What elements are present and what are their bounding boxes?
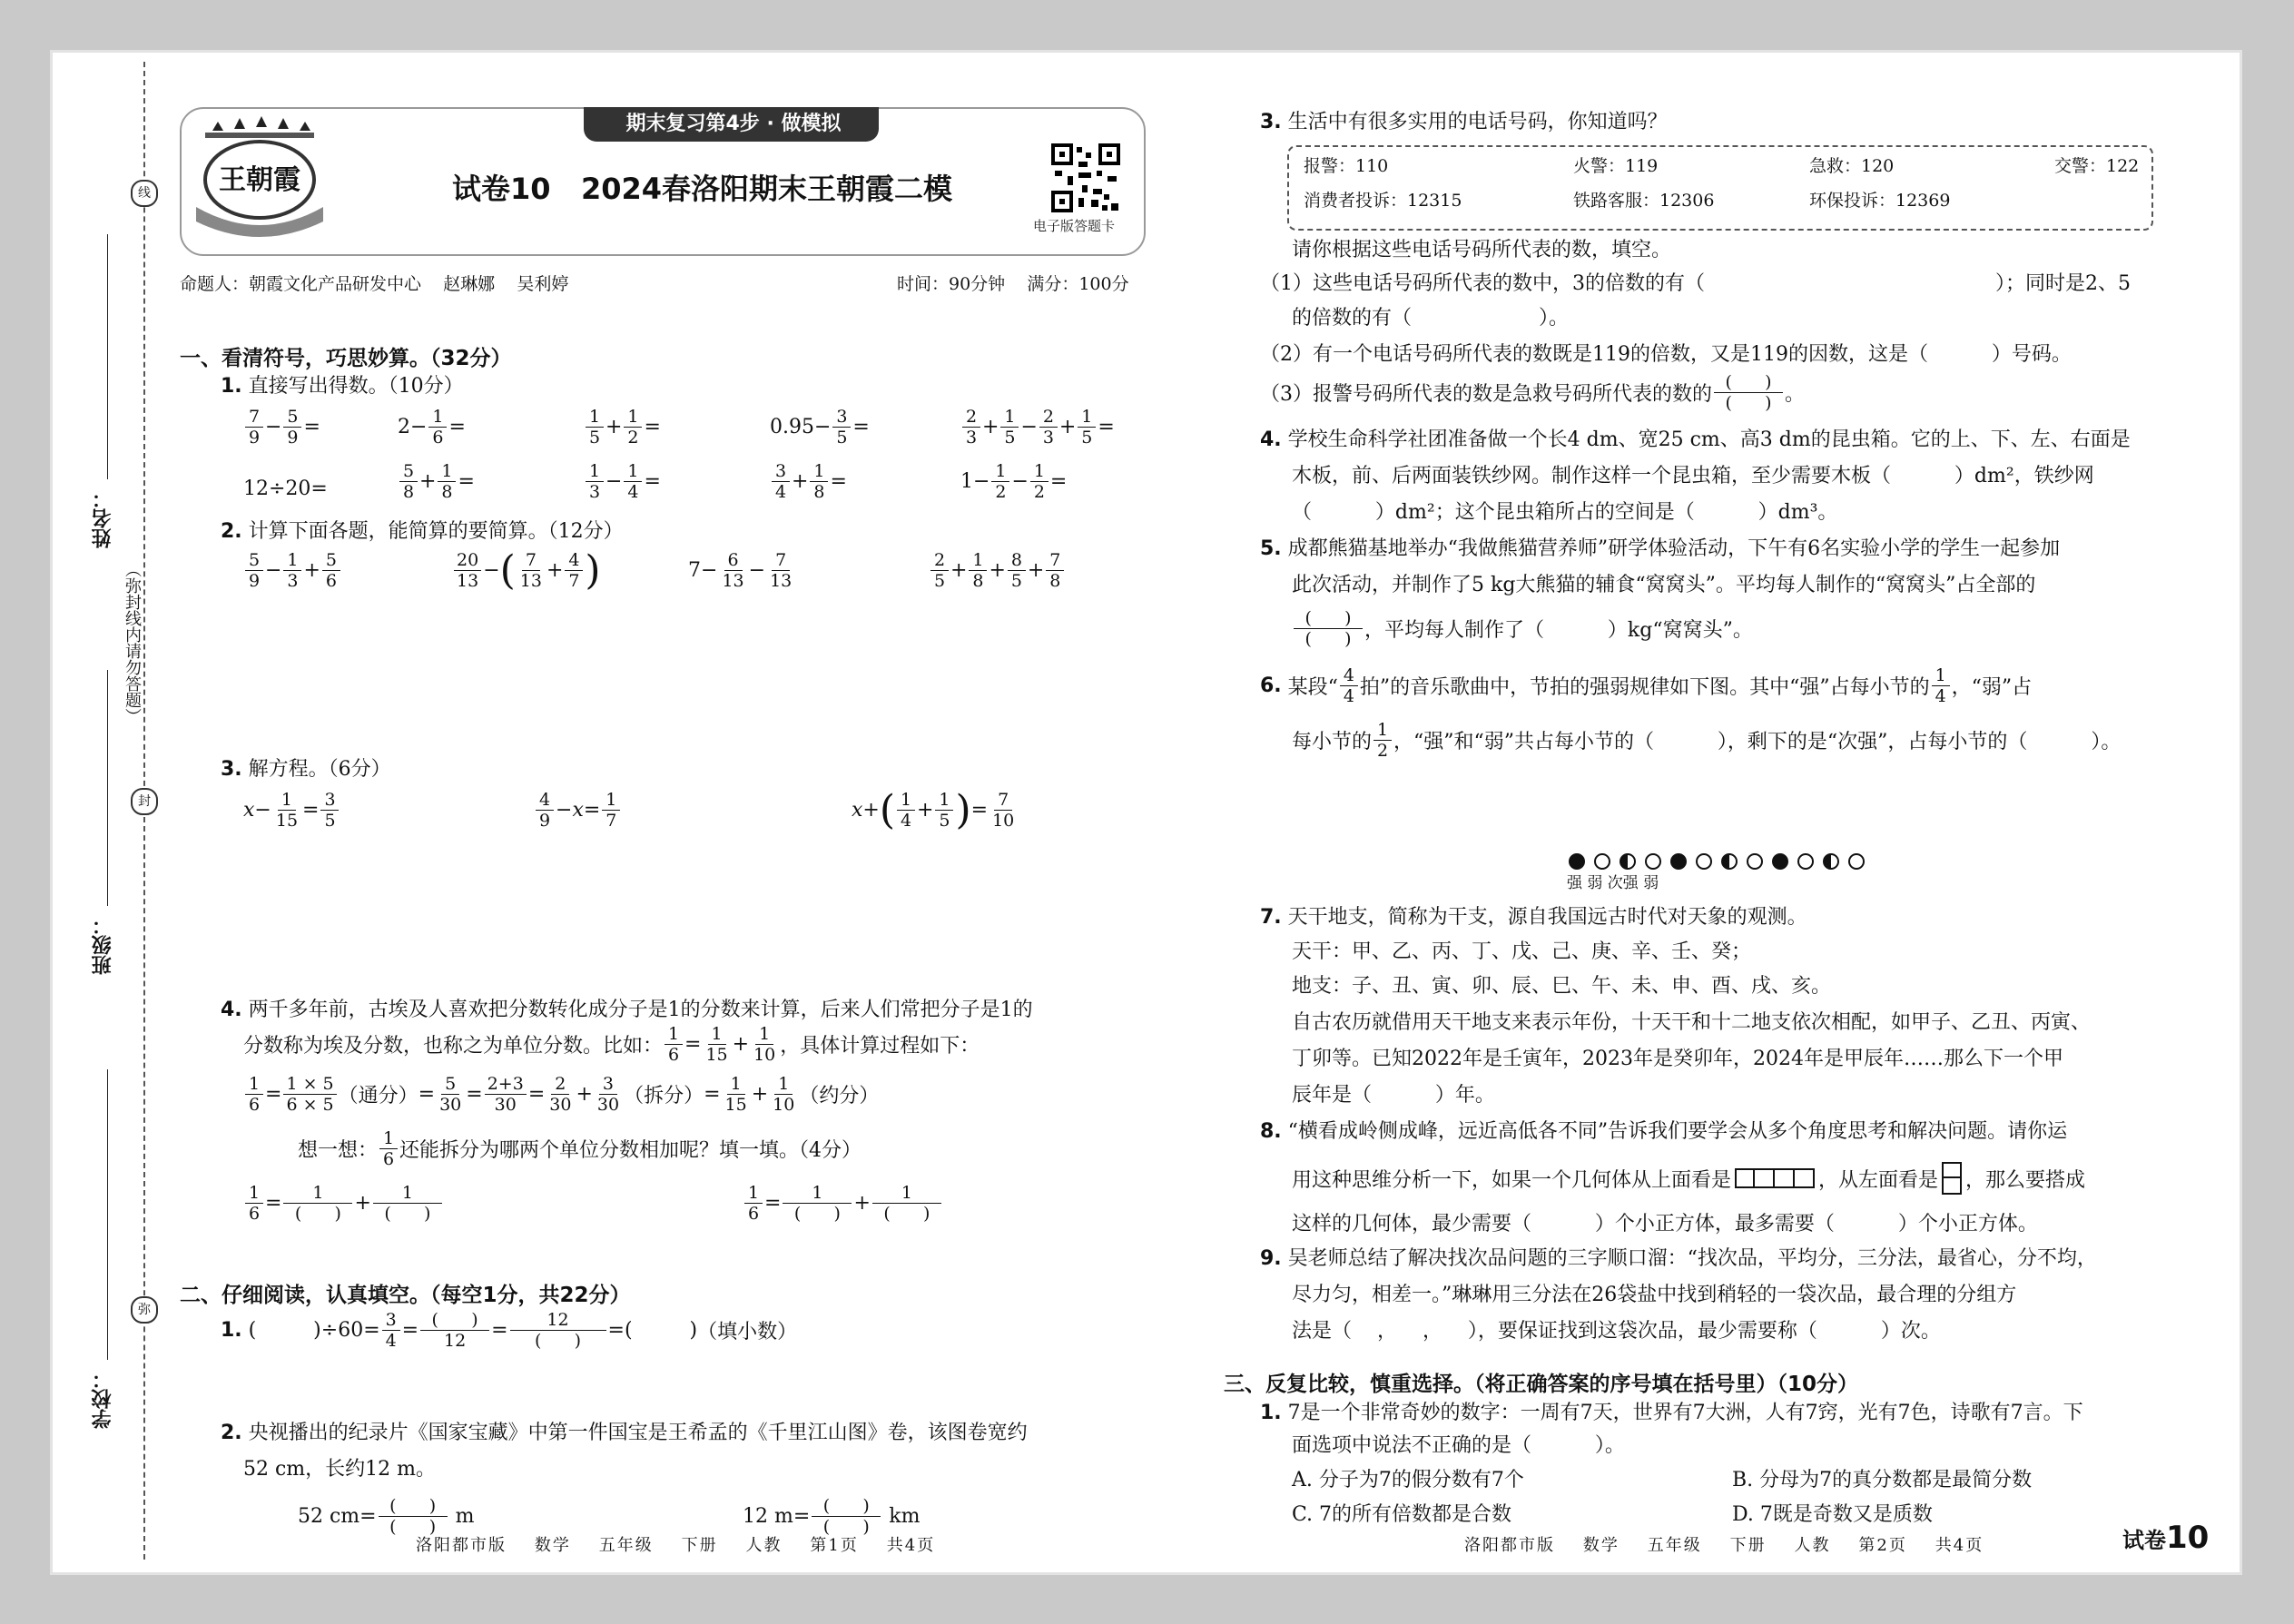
s2-q6-line2 (1292, 720, 2121, 761)
s2-q8-text-2b: ，从左面看是 (1818, 1168, 1939, 1192)
blank-label: 52 cm= (298, 1505, 377, 1528)
fraction: 8 5 (1008, 550, 1026, 591)
fraction: 4 7 (565, 550, 583, 591)
paper-authors: 命题人：朝霞文化产品研发中心 赵琳娜 吴利婷 (180, 274, 569, 294)
s2-q5-line3 (1292, 608, 1753, 649)
beat-weak-icon (1645, 853, 1661, 870)
s2-q7-line4: 自古农历就借用天干地支来表示年份，十天干和十二地支依次相配，如甲子、乙丑、丙寅、 (1292, 1011, 2092, 1034)
beat-strong-icon (1772, 853, 1788, 870)
beat-weak-icon (1797, 853, 1814, 870)
fraction: 6 13 (722, 550, 744, 591)
calc-2d: 2 5 + 1 8 + 8 5 + 7 8 (929, 550, 1066, 591)
think-text-b: 还能拆分为哪两个单位分数相加呢？填一填。（4分） (399, 1139, 862, 1162)
s2-q5-text-3: ，平均每人制作了（ ）kg“窝窝头”。 (1364, 619, 1753, 642)
s2-q8-text-1: “横看成岭侧成峰，远近高低各不同”告诉我们要学会从多个角度思考和解决问题。请你运 (1287, 1120, 2068, 1143)
section1-heading: 一、看清符号，巧思妙算。（32分） (180, 347, 512, 370)
s1-q4-text-3: ，具体计算过程如下： (780, 1035, 980, 1058)
answer-fraction[interactable]: 1 ( ) (283, 1183, 352, 1224)
think-text-a: 想一想： (298, 1139, 379, 1162)
calc-2c: 7− 6 13 − 7 13 (688, 550, 796, 591)
blank-unit: m (455, 1505, 475, 1528)
s1-q2 (221, 518, 624, 546)
s2-q6-line1 (1260, 665, 2032, 706)
q-number: 5. (1260, 537, 1282, 560)
answer-fraction[interactable]: 12 ( ) (510, 1310, 606, 1351)
oral-calc-row-2c: 1 3 − 1 4 = (584, 461, 661, 502)
s2-q7-line1 (1260, 904, 1807, 931)
fraction: 1 8 (810, 461, 828, 502)
phone-item: 火警：119 (1573, 156, 1659, 176)
s3-q1-text-1: 7是一个非常奇妙的数字：一周有7天，世界有7大洲，人有7窍，光有7色，诗歌有7言。下 (1287, 1402, 2083, 1424)
s1-q2-text: 计算下面各题，能简算的要简算。（12分） (248, 520, 624, 543)
s2-q4-line1 (1260, 427, 2131, 454)
answer-fraction[interactable]: ( ) ( ) (1714, 372, 1783, 413)
s1-q3 (221, 756, 391, 783)
fraction: 1 8 (969, 550, 987, 591)
calc-2a: 5 9 − 1 3 + 5 6 (243, 550, 342, 591)
s2-q8-text-2a: 用这种思维分析一下，如果一个几何体从上面看是 (1292, 1168, 1732, 1192)
fraction: 3 5 (320, 790, 339, 831)
blank-unit: km (889, 1505, 921, 1528)
fraction: 1 4 (1932, 665, 1950, 706)
s2-q6-text-2a: 每小节的 (1292, 731, 1373, 753)
phone-item: 消费者投诉：12315 (1304, 191, 1462, 211)
beat-secondary-icon (1823, 853, 1839, 870)
oral-calc-row-2e: 1− 1 2 − 1 2 = (960, 461, 1068, 502)
q-number: 1. (1260, 1402, 1282, 1424)
s2-q7-text-1: 天干地支，简称为干支，源自我国远古时代对天象的观测。 (1287, 906, 1807, 929)
sealing-warning: （弥封线内请勿答题） (120, 561, 143, 724)
s2-q3-1d-text: ）。 (1539, 307, 1570, 330)
s2-q1: 1. ( )÷60= 3 4 = ( ) 12 = 12 ( ) =( ) （填小数） (221, 1310, 798, 1351)
q-number: 4. (221, 999, 242, 1021)
s2-q5-text-1: 成都熊猫基地举办“我做熊猫营养师”研学体验活动，下午有6名实验小学的学生一起参加 (1287, 537, 2061, 560)
fraction: 4 4 (1340, 665, 1358, 706)
fraction: 3 4 (382, 1310, 400, 1351)
oral-calc-row-1d: 0.95− 3 5 = (770, 407, 870, 448)
oral-calc-row-1c: 1 5 + 1 2 = (584, 407, 661, 448)
fraction: 1 4 (624, 461, 642, 502)
q-number: 3. (221, 758, 242, 781)
q-number: 1. (221, 375, 242, 398)
fraction: 1 7 (602, 790, 620, 831)
beat-pattern (1564, 851, 1869, 870)
s2-q5-line2: 此次活动，并制作了5 kg大熊猫的辅食“窝窝头”。平均每人制作的“窝窝头”占全部的 (1292, 574, 2036, 596)
fraction: 7 9 (245, 407, 263, 448)
fraction: 7 10 (992, 790, 1015, 831)
s1-q4-blank-b: 1 6 = 1 ( ) + 1 ( ) (743, 1183, 943, 1224)
fraction: 2 3 (962, 407, 980, 448)
step-label: （通分） (338, 1085, 418, 1107)
fraction: 2 5 (930, 550, 949, 591)
s2-q6-text-2b: ，“强”和“弱”共占每小节的（ ），剩下的是“次强”，占每小节的（ ）。 (1393, 731, 2122, 753)
s1-q4-example: 1 6 = 1 × 5 6 × 5 （通分） = 5 30 = 2+3 30 = 2 30 + 3 30 （拆分） = 1 15 + 1 10 （约分） (243, 1074, 879, 1115)
s2-q2-text-1: 央视播出的纪录片《国家宝藏》中第一件国宝是王希孟的《千里江山图》卷，该图卷宽约 (248, 1422, 1028, 1444)
fraction: 1 5 (586, 407, 604, 448)
paper-tag-number: 10 (2166, 1520, 2210, 1556)
svg-text:王朝霞: 王朝霞 (219, 164, 300, 196)
answer-fraction[interactable]: ( ) 12 (420, 1310, 489, 1351)
fraction: 3 30 (596, 1074, 620, 1115)
section3-heading: 三、反复比较，慎重选择。（将正确答案的序号填在括号里）（10分） (1224, 1373, 1859, 1396)
name-label: 姓名： (92, 488, 114, 548)
phone-item: 报警：110 (1304, 156, 1389, 176)
s2-q8-line3: 这样的几何体，最少需要（ ）个小正方体，最多需要（ ）个小正方体。 (1292, 1213, 2038, 1235)
binding-label-mi: 弥 (131, 1296, 158, 1324)
oral-calc-row-2b: 5 8 + 1 8 = (398, 461, 475, 502)
fraction: 1 10 (773, 1074, 795, 1115)
section2-heading: 二、仔细阅读，认真填空。（每空1分，共22分） (180, 1284, 631, 1307)
s2-q3-title (1260, 109, 1668, 136)
footer-right: 洛阳都市版 数学 五年级 下册 人教 第2页 共4页 (1464, 1536, 1984, 1555)
fraction: 7 8 (1046, 550, 1064, 591)
equation-b: 4 9 − x = 1 7 (534, 790, 622, 831)
paper-tag (2122, 1520, 2209, 1556)
option-b[interactable]: B. 分母为7的真分数都是最简分数 (1732, 1469, 2033, 1491)
phone-item: 急救：120 (1809, 156, 1895, 176)
s3-q1-line2: 面选项中说法不正确的是（ ）。 (1292, 1434, 1625, 1457)
paper-time-score: 时间：90分钟 满分：100分 (897, 274, 1129, 294)
s2-q3-3-text: （3）报警号码所代表的数是急救号码所代表的数的 (1260, 383, 1712, 406)
fraction: 1 3 (283, 550, 301, 591)
s2-q9-line3: 法是（ ， ， ），要保证找到这袋次品，最少需要称（ ）次。 (1292, 1320, 1941, 1343)
answer-fraction[interactable]: 1 ( ) (373, 1183, 442, 1224)
fraction: 1 6 (245, 1183, 263, 1224)
s2-q3-title-text: 生活中有很多实用的电话号码，你知道吗？ (1287, 111, 1668, 133)
fraction: 1 3 (586, 461, 604, 502)
s2-q2-line1 (221, 1420, 1028, 1447)
beat-secondary-icon (1721, 853, 1738, 870)
s2-q8-line1 (1260, 1118, 2067, 1146)
q-number: 4. (1260, 428, 1282, 451)
phone-number-box (1287, 145, 2153, 231)
oral-calc-row-1b: 2− 1 6 = (398, 407, 466, 448)
s2-q3-1a: （1）这些电话号码所代表的数中，3的倍数的有（ (1260, 272, 1705, 295)
s1-q4-line2: 分数称为埃及分数，也称之为单位分数。比如： 1 6 = 1 15 + 1 10 ，具体计算过程如下： (243, 1024, 980, 1065)
beat-weak-icon (1594, 853, 1610, 870)
s3-q1-line1 (1260, 1400, 2083, 1427)
left-view-icon (1942, 1162, 1962, 1195)
s2-q8-line2 (1292, 1162, 2085, 1195)
fraction: 3 5 (832, 407, 851, 448)
fraction: 1 10 (753, 1024, 776, 1065)
fraction: 5 6 (322, 550, 340, 591)
s1-q4-line1 (221, 997, 1033, 1024)
s2-q2-blank-b (743, 1496, 921, 1537)
fraction: 1 6 (245, 1074, 263, 1115)
step-label: （约分） (799, 1085, 880, 1107)
equation-c: x + ( 1 4 + 1 5 ) = 7 10 (852, 790, 1019, 831)
s2-q2-blank-a (298, 1496, 474, 1537)
q-number: 3. (1260, 111, 1282, 133)
answer-fraction[interactable]: ( ) ( ) (379, 1496, 448, 1537)
s1-q1-text: 直接写出得数。（10分） (248, 375, 464, 398)
s2-q7-line5: 丁卯等。已知2022年是壬寅年，2023年是癸卯年，2024年是甲辰年……那么下一个甲 (1292, 1048, 2063, 1070)
s2-q4-line3: （ ）dm²；这个昆虫箱所占的空间是（ ）dm³。 (1292, 501, 1838, 524)
beat-strong-icon (1670, 853, 1687, 870)
fraction: 1 15 (724, 1074, 747, 1115)
s2-q3-1c-text: 的倍数的有（ (1292, 307, 1413, 330)
fraction: 5 30 (439, 1074, 462, 1115)
fraction: 7 13 (770, 550, 793, 591)
calc-2b: 20 13 − ( 7 13 + 4 7 ) (452, 550, 601, 591)
fraction: 1 6 (665, 1024, 683, 1065)
oral-calc-row-1: 7 9 − 5 9 = (243, 407, 320, 448)
option-c[interactable]: C. 7的所有倍数都是合数 (1292, 1503, 1512, 1526)
s2-q1-tail: （填小数） (697, 1321, 798, 1343)
fraction: 5 9 (245, 550, 263, 591)
fraction: 7 13 (519, 550, 542, 591)
fraction: 1 15 (705, 1024, 728, 1065)
name-field[interactable] (107, 234, 108, 479)
fraction: 1 5 (1000, 407, 1019, 448)
s1-q3-text: 解方程。（6分） (248, 758, 391, 781)
s2-q4-text-1: 学校生命科学社团准备做一个长4 dm、宽25 cm、高3 dm的昆虫箱。它的上、下、左、右面是 (1287, 428, 2131, 451)
fraction: 2+3 30 (485, 1074, 527, 1115)
fraction: 20 13 (454, 550, 481, 591)
logo (187, 116, 332, 243)
fraction: 1 6 (428, 407, 447, 448)
blank-label: 12 m= (743, 1505, 811, 1528)
qr-caption: 电子版答题卡 (1033, 218, 1116, 234)
s2-q7-line3: 地支：子、丑、寅、卯、辰、巳、午、未、申、酉、戌、亥。 (1292, 975, 1832, 998)
answer-fraction[interactable]: 1 ( ) (783, 1183, 852, 1224)
s1-q4-blank-a: 1 6 = 1 ( ) + 1 ( ) (243, 1183, 444, 1224)
oral-calc-row-2d: 3 4 + 1 8 = (770, 461, 847, 502)
answer-fraction[interactable]: 1 ( ) (872, 1183, 941, 1224)
s1-q4-think (298, 1128, 861, 1169)
option-a[interactable]: A. 分子为7的假分数有7个 (1292, 1469, 1524, 1491)
beat-weak-icon (1848, 853, 1865, 870)
s2-q3-intro: 请你根据这些电话号码所代表的数，填空。 (1292, 239, 1672, 261)
fraction: 1 2 (1373, 720, 1392, 761)
answer-fraction[interactable]: ( ) ( ) (812, 1496, 881, 1537)
q-number: 2. (221, 520, 242, 543)
s2-q6-text-1a: 某段“ (1287, 676, 1338, 699)
school-label: 学校： (92, 1369, 114, 1429)
s2-q8-text-2c: ，那么要搭成 (1965, 1168, 2086, 1192)
s2-q3-1b: ）；同时是2、5 (1995, 272, 2131, 295)
beat-strong-icon (1569, 853, 1585, 870)
paper-title: 试卷10 2024春洛阳期末王朝霞二模 (452, 172, 953, 206)
s2-q4-line2: 木板，前、后两面装铁纱网。制作这样一个昆虫箱，至少需要木板（ ）dm²，铁纱网 (1292, 465, 2094, 487)
phone-item: 环保投诉：12369 (1809, 191, 1951, 211)
s2-q3-2: （2）有一个电话号码所代表的数既是119的倍数，又是119的因数，这是（ ）号码。 (1260, 343, 2072, 366)
q-number: 9. (1260, 1247, 1282, 1270)
beat-weak-icon (1696, 853, 1712, 870)
q-number: 7. (1260, 906, 1282, 929)
fraction: 3 4 (772, 461, 790, 502)
fraction: 1 6 (379, 1128, 398, 1169)
class-label: 班级： (92, 915, 114, 975)
fraction: 1 15 (275, 790, 299, 831)
exam-sheet (50, 50, 2242, 1575)
fraction: 1 4 (897, 790, 915, 831)
oral-calc-row-2: 12÷20= (243, 477, 328, 500)
q-number: 8. (1260, 1120, 1282, 1143)
fraction: 5 9 (283, 407, 301, 448)
s1-q4-text-2: 分数称为埃及分数，也称之为单位分数。比如： (243, 1035, 664, 1058)
fraction: 1 8 (438, 461, 456, 502)
s2-q9-text-1: 吴老师总结了解决找次品问题的三字顺口溜：“找次品，平均分，三分法，最省心，分不均， (1287, 1247, 2097, 1270)
fraction: 5 8 (399, 461, 418, 502)
s1-q4-text-1: 两千多年前，古埃及人喜欢把分数转化成分子是1的分数来计算，后来人们常把分子是1的 (248, 999, 1033, 1021)
school-field[interactable] (107, 1069, 108, 1360)
qr-code[interactable] (1051, 143, 1120, 212)
answer-fraction[interactable]: ( ) ( ) (1294, 608, 1363, 649)
s2-q2-line2: 52 cm，长约12 m。 (243, 1458, 437, 1481)
q-number: 6. (1260, 674, 1282, 697)
s2-q3-1c (1292, 305, 1569, 332)
beat-secondary-icon (1620, 853, 1636, 870)
fraction: 1 2 (991, 461, 1009, 502)
top-view-icon (1735, 1168, 1815, 1188)
fraction: 1 5 (1078, 407, 1096, 448)
binding-label-line: 线 (131, 180, 158, 207)
equation-a: x − 1 15 = 3 5 (243, 790, 340, 831)
q-number: 1. (221, 1319, 242, 1342)
footer-left: 洛阳都市版 数学 五年级 下册 人教 第1页 共4页 (416, 1536, 936, 1555)
s2-q9-line2: 尽力匀，相差一。”琳琳用三分法在26袋盐中找到稍轻的一袋次品，最合理的分组方 (1292, 1284, 2017, 1306)
class-field[interactable] (107, 670, 108, 906)
s2-q7-line6: 辰年是（ ）年。 (1292, 1084, 1495, 1107)
q-number: 2. (221, 1422, 242, 1444)
banner-text: 期末复习第4步 · 做模拟 (625, 113, 842, 135)
fraction: 2 30 (549, 1074, 572, 1115)
s2-q7-line2: 天干：甲、乙、丙、丁、戊、己、庚、辛、壬、癸； (1292, 940, 1752, 963)
fraction: 4 9 (536, 790, 554, 831)
s2-q6-text-1c: ，“弱”占 (1951, 676, 2033, 699)
s2-q5-line1 (1260, 536, 2060, 563)
phone-item: 铁路客服：12306 (1573, 191, 1715, 211)
fraction: 2 3 (1039, 407, 1058, 448)
paper-tag-label: 试卷 (2122, 1528, 2166, 1553)
fraction: 1 5 (935, 790, 953, 831)
fraction: 1 × 5 6 × 5 (283, 1074, 336, 1115)
s2-q9-line1 (1260, 1245, 2097, 1273)
s1-q1 (221, 373, 464, 400)
fraction: 1 2 (1030, 461, 1049, 502)
s2-q6-text-1b: 拍”的音乐歌曲中，节拍的强弱规律如下图。其中“强”占每小节的 (1359, 676, 1930, 699)
fraction: 1 6 (744, 1183, 763, 1224)
oral-calc-row-1e: 2 3 + 1 5 − 2 3 + 1 5 = (960, 407, 1115, 448)
fraction: 1 2 (624, 407, 642, 448)
phone-item: 交警：122 (2054, 156, 2140, 176)
step-label: （拆分） (624, 1085, 704, 1107)
s2-q3-3: （3）报警号码所代表的数是急救号码所代表的数的 ( ) ( ) 。 (1260, 372, 1806, 413)
binding-label-seal: 封 (131, 788, 158, 815)
option-d[interactable]: D. 7既是奇数又是质数 (1732, 1503, 1933, 1526)
beat-weak-icon (1747, 853, 1763, 870)
beat-legend: 强 弱 次强 弱 (1567, 874, 1659, 892)
